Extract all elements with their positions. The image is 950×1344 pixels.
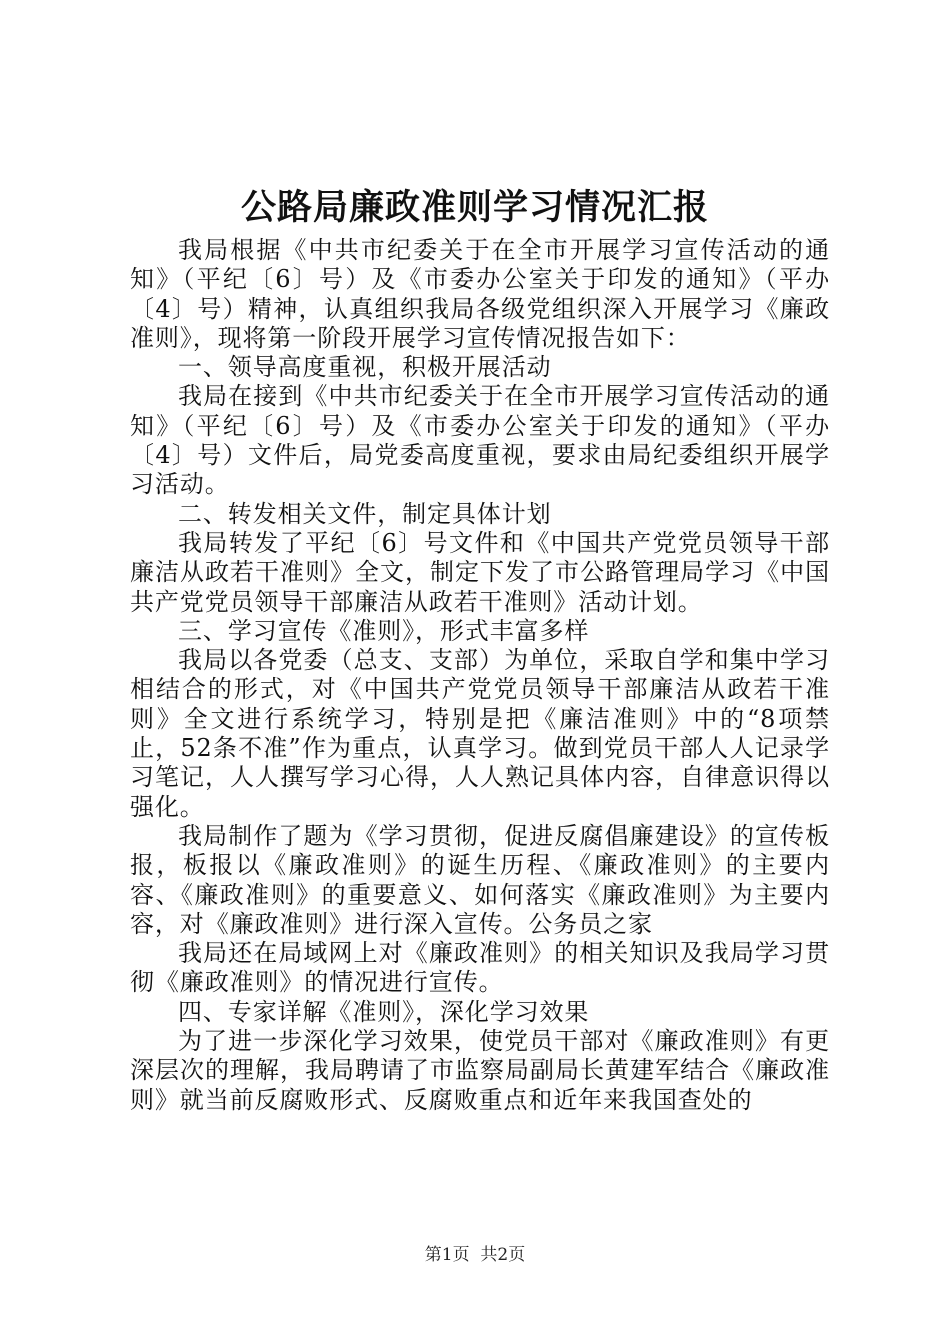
paragraph-section-3a: 我局以各党委（总支、支部）为单位，采取自学和集中学习相结合的形式，对《中国共产党党员领导干部廉洁从政若干准则》全文进行系统学习，特别是把《廉洁准则》中的“8项禁止，52条不准”作为重点，认真学习。做到党员干部人人记录学习笔记，人人撰写学习心得，人人熟记具体内容，自律意识得以强化。 (130, 646, 830, 821)
paragraph-section-3c: 我局还在局域网上对《廉政准则》的相关知识及我局学习贯彻《廉政准则》的情况进行宣传。 (130, 939, 830, 997)
page-footer (0, 1243, 950, 1267)
paragraph-section-1: 我局在接到《中共市纪委关于在全市开展学习宣传活动的通知》（平纪〔6〕号）及《市委办公室关于印发的通知》（平办〔4〕号）文件后，局党委高度重视，要求由局纪委组织开展学习活动。 (130, 382, 830, 499)
section-heading-1: 一、领导高度重视，积极开展活动 (178, 353, 552, 382)
document-title: 公路局廉政准则学习情况汇报 (240, 187, 709, 228)
page-number: 第1页 共2页 (424, 1245, 526, 1265)
document-body (130, 236, 830, 1115)
section-heading-2: 二、转发相关文件，制定具体计划 (178, 499, 552, 528)
paragraph-section-3b: 我局制作了题为《学习贯彻，促进反腐倡廉建设》的宣传板报，板报以《廉政准则》的诞生历程、《廉政准则》的主要内容、《廉政准则》的重要意义、如何落实《廉政准则》为主要内容，对《廉政准则》进行深入宣传。公务员之家 (130, 821, 830, 938)
section-heading-3: 三、学习宣传《准则》，形式丰富多样 (178, 616, 590, 645)
section-heading-4: 四、专家详解《准则》，深化学习效果 (178, 997, 590, 1026)
paragraph-intro: 我局根据《中共市纪委关于在全市开展学习宣传活动的通知》（平纪〔6〕号）及《市委办公室关于印发的通知》（平办〔4〕号）精神，认真组织我局各级党组织深入开展学习《廉政准则》，现将第一阶段开展学习宣传情况报告如下： (130, 236, 830, 352)
paragraph-section-2: 我局转发了平纪〔6〕号文件和《中国共产党党员领导干部廉洁从政若干准则》全文，制定下发了市公路管理局学习《中国共产党党员领导干部廉洁从政若干准则》活动计划。 (130, 528, 830, 616)
paragraph-section-4: 为了进一步深化学习效果，使党员干部对《廉政准则》有更深层次的理解，我局聘请了市监察局副局长黄建军结合《廉政准则》就当前反腐败形式、反腐败重点和近年来我国查处的 (130, 1027, 830, 1114)
